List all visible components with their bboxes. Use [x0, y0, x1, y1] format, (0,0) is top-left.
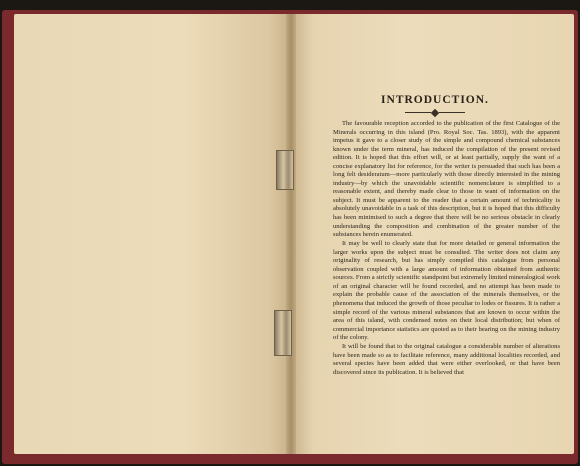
heading-ornament [405, 110, 465, 116]
binding-staple-top [276, 150, 294, 190]
left-page [14, 14, 291, 454]
paragraph-1: The favourable reception accorded to the publication of the first Catalogue of the Minerals occurring in this island (Pro. Royal Soc. Tas. 1893), with the apparent impetus it gave to a closer study of the simple and compound chemical substances known under the term mineral, has induced the compilation of the present revised edition. It is hoped that this effort will, or at least partially, supply the want of a concise explanatory list for reference, for the writer is persuaded that such has been a long felt desideratum—more particularly with those directly interested in the mining industry—by which the unavoidable scientific nomenclature is simplified to a reasonable extent, and thereby made clear to those in want of information on the subject. It must be apparent to the reader that a certain amount of technicality is absolutely unavoidable in a task of this description, but it is hoped that this difficulty has been minimised to such a degree that there will be no serious obstacle in clearly understanding the composition and combination of the greater number of the substances herein enumerated. [333, 120, 560, 239]
book-gutter [286, 14, 296, 454]
paragraph-3: It will be found that to the original catalogue a considerable number of alterations have been made so as to facilitate reference, many additional localities recorded, and several species have been added that were either overlooked, or that have been discovered since its publication. It is believed that [333, 343, 560, 376]
body-text [333, 120, 560, 377]
binding-staple-bottom [274, 310, 292, 356]
paragraph-2: It may be well to clearly state that for more detailed or general information the larger works upon the subject must be consulted. The writer does not claim any originality of research, but has simply compiled this catalogue from personal observation coupled with a large amount of information obtained from authentic sources. From a strictly scientific standpoint but extremely limited mineralogical work of an original character will be found recorded, and no attempt has been made to explain the probable cause of the association of the minerals themselves, or the phenomena that induced the growth of those peculiar to lodes or fissures. It is rather a simple record of the various mineral substances that are known to occur within the area of this island, with condensed notes on their local distribution; but when of commercial importance statistics are quoted as to their bearing on the mining industry of the colony. [333, 240, 560, 342]
page-heading: INTRODUCTION. [381, 94, 489, 106]
